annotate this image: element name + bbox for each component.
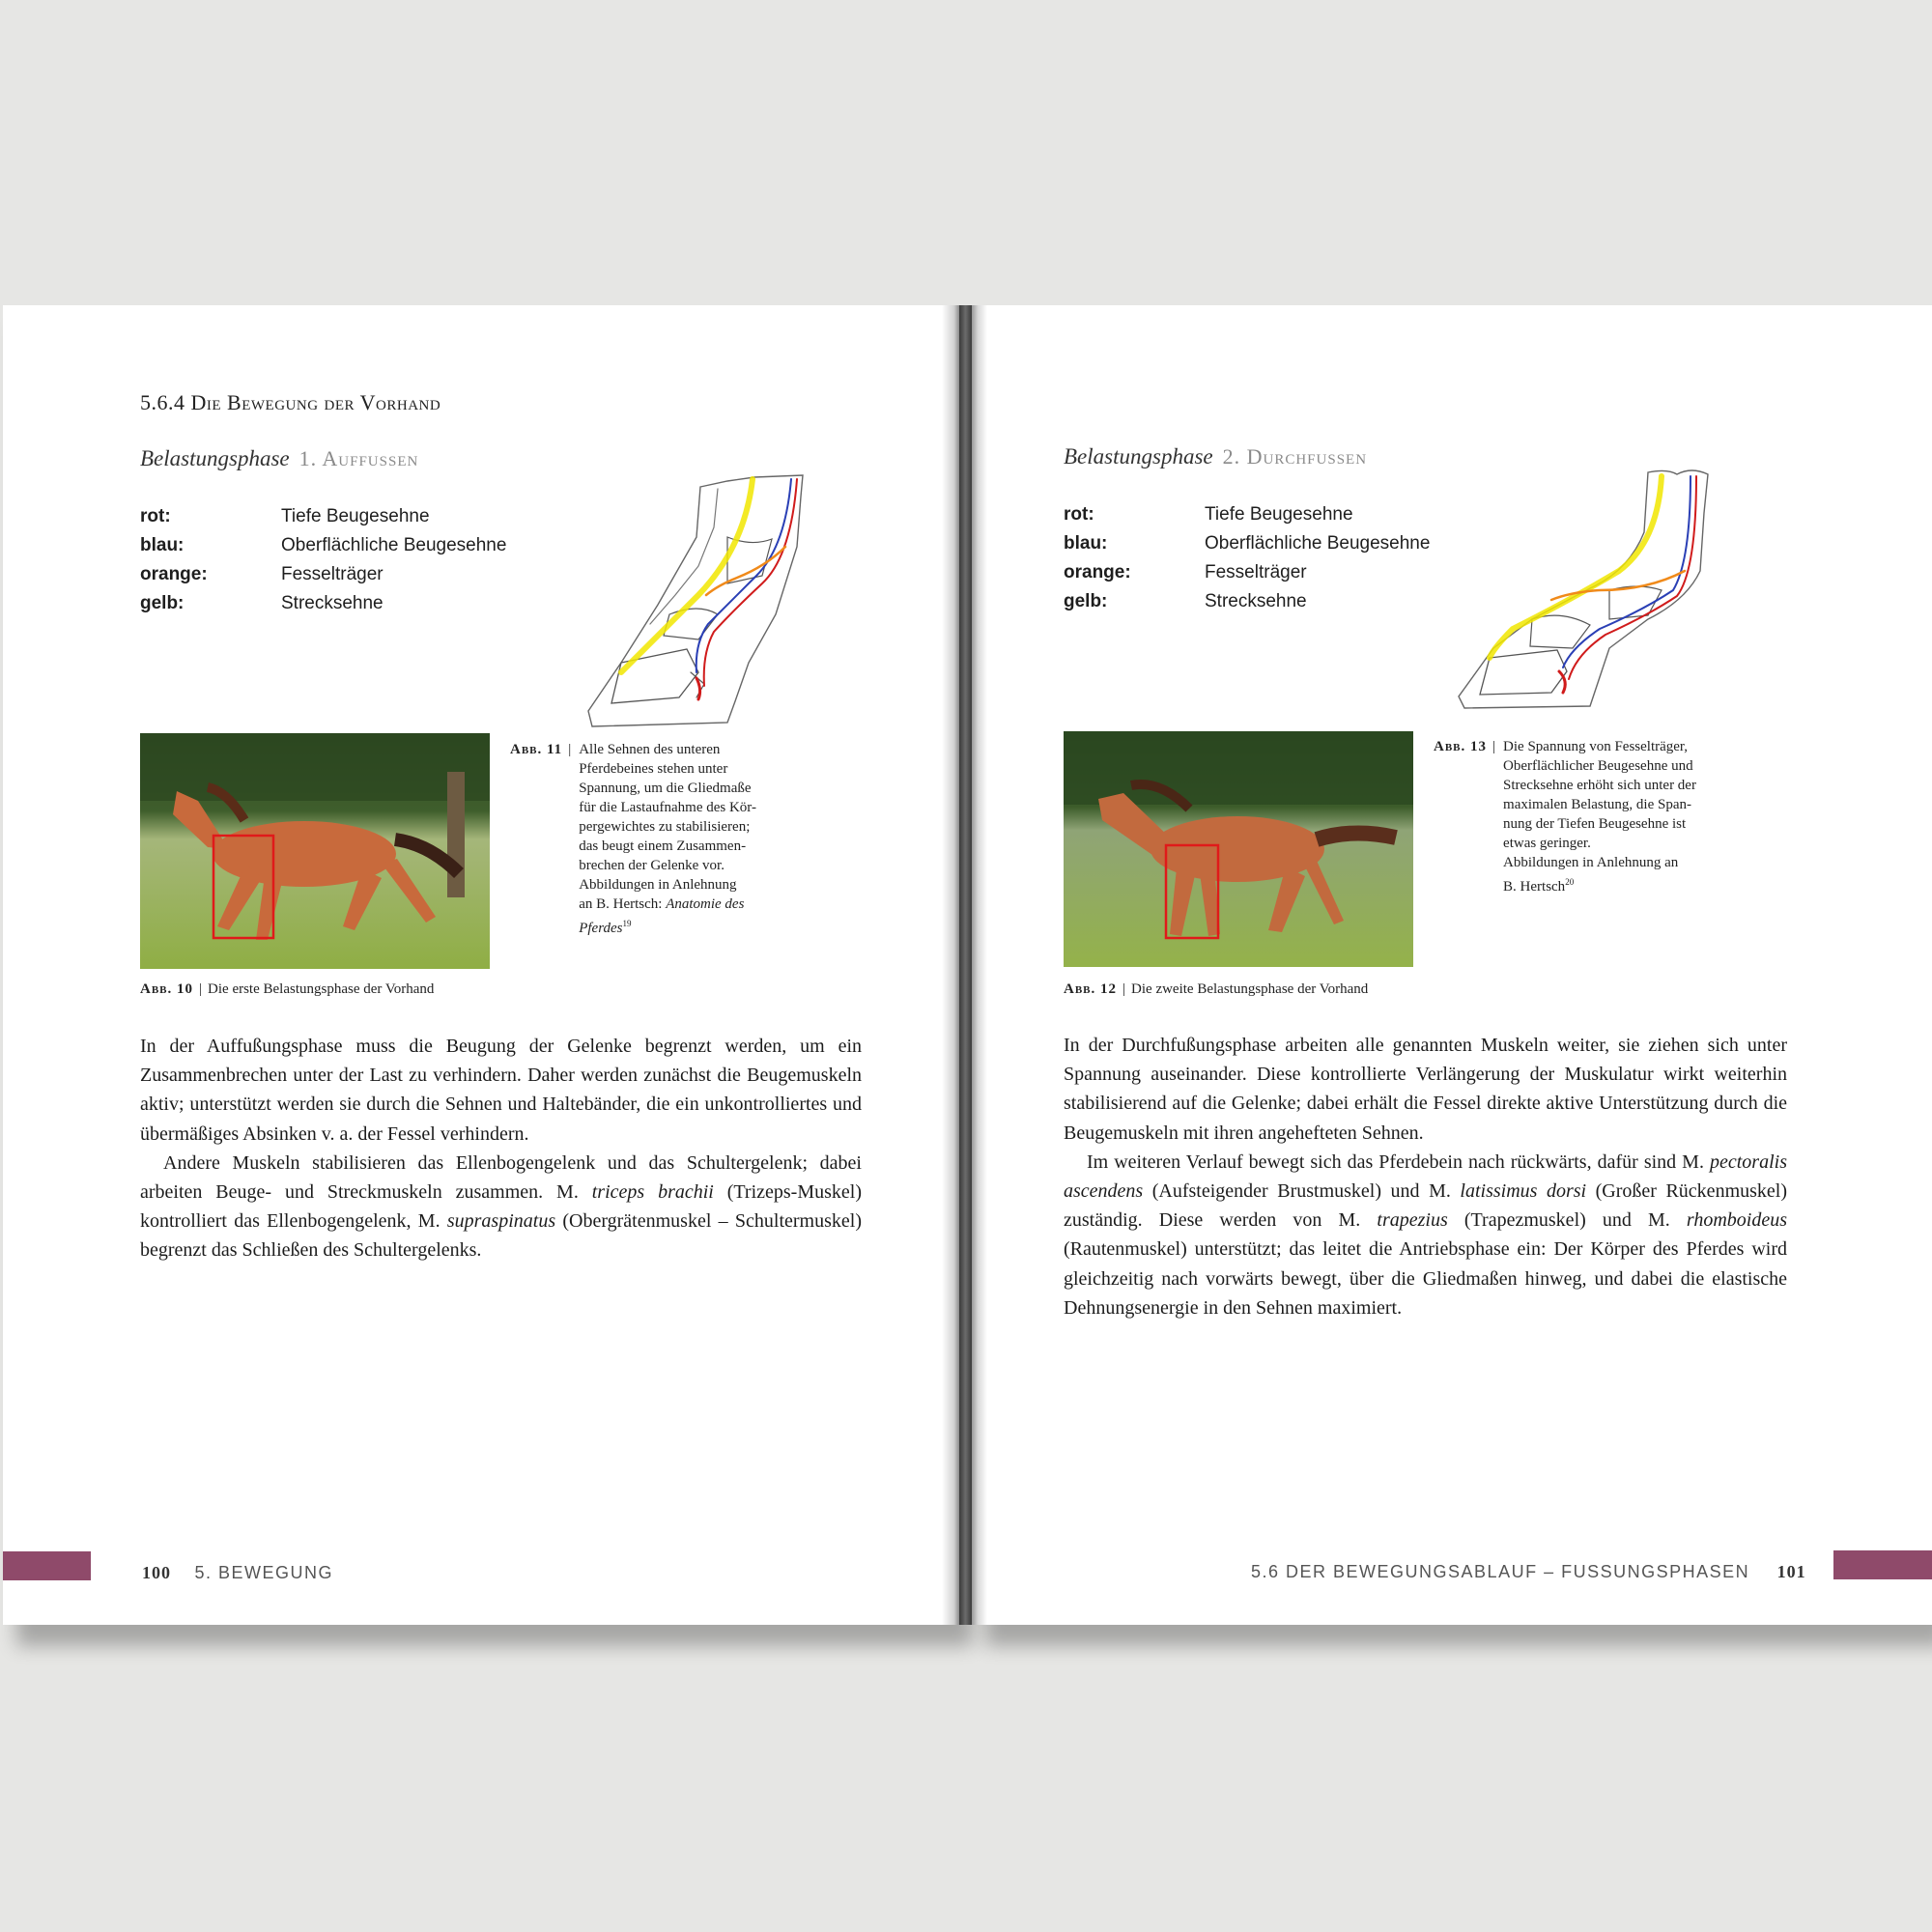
legend-key: rot: — [140, 506, 171, 526]
phase-step: 2. Durchfussen — [1222, 444, 1368, 469]
caption-line: etwas geringer. — [1503, 836, 1591, 851]
legend-row — [140, 593, 506, 622]
hoof-tendon-diagram — [582, 469, 814, 730]
legend-key: orange: — [1064, 562, 1131, 582]
legend-value: Fesselträger — [281, 564, 384, 584]
figure-label: Abb. 12 — [1064, 981, 1118, 997]
body-text — [1064, 1031, 1787, 1322]
caption-line: Die Spannung von Fesselträger, — [1503, 739, 1689, 754]
legend-row — [1064, 533, 1430, 562]
legend-value: Fesselträger — [1205, 562, 1307, 582]
text-run: Andere Muskeln stabilisieren das Ellenbogengelenk und das Schultergelenk; dabei arbeiten Beuge- und Streckmuskeln zusammen. M. — [140, 1151, 862, 1204]
latin-term: triceps brachii — [591, 1181, 714, 1204]
figure-label: Abb. 13 — [1434, 739, 1488, 754]
running-footer: 5. BEWEGUNG — [194, 1563, 334, 1582]
chapter-tab — [3, 1551, 91, 1580]
legend-key: gelb: — [140, 593, 185, 613]
legend-row — [1064, 591, 1430, 620]
caption-line — [579, 914, 756, 938]
caption-line: maximalen Belastung, die Span- — [1503, 797, 1691, 812]
phase-heading — [140, 446, 418, 471]
latin-term: trapezius — [1377, 1209, 1448, 1232]
footnote-ref: 19 — [622, 919, 632, 928]
page-number: 100 — [142, 1563, 171, 1582]
book-spine — [959, 305, 972, 1625]
section-title-text: 5.6.4 Die Bewegung der Vorhand — [140, 390, 441, 414]
phase-heading — [1064, 444, 1367, 469]
legend-value: Strecksehne — [1205, 591, 1307, 611]
figure-label: Abb. 11 — [510, 742, 563, 757]
legend-key: blau: — [140, 535, 185, 555]
paragraph: In der Auffußungsphase muss die Beugung der Gelenke begrenzt werden, um ein Zusammenbrechen unter der Last zu verhindern. Daher werden zunächst die Beugemuskeln aktiv; unterstützt werden sie durch die Sehnen und Haltebänder, die ein unkontrolliertes und übermäßiges Absinken v. a. der Fessel verhindern. — [140, 1036, 862, 1145]
caption-line: das beugt einem Zusammen- — [579, 838, 747, 854]
gutter-shadow — [942, 305, 959, 1625]
section-title — [140, 390, 440, 415]
caption-text — [579, 740, 756, 938]
legend-row — [140, 506, 506, 535]
caption-text — [1503, 737, 1696, 896]
legend-key: blau: — [1064, 533, 1108, 554]
text-run: Im weiteren Verlauf bewegt sich das Pferdebein nach rückwärts, dafür sind M. — [1087, 1151, 1710, 1173]
hoof-tendon-diagram — [1455, 465, 1725, 725]
tendon-legend — [1064, 504, 1430, 620]
legend-value: Tiefe Beugesehne — [281, 506, 430, 526]
right-page — [972, 305, 1932, 1625]
caption-line: pergewichtes zu stabilisieren; — [579, 819, 751, 835]
footnote-ref: 20 — [1565, 877, 1575, 887]
figure-label: Abb. 10 — [140, 981, 194, 997]
legend-value: Strecksehne — [281, 593, 384, 613]
legend-value: Oberflächliche Beugesehne — [1205, 533, 1431, 554]
latin-term: rhomboideus — [1686, 1209, 1788, 1232]
text-run: (Rautenmuskel) unterstützt; das leitet die Antriebsphase ein: Der Körper des Pferdes wird gleichzeitig nach vorwärts bewegt, über die Gliedmaßen hinweg, und dabei die elastische Dehnungsenergie in den Sehnen maximiert. — [1064, 1238, 1787, 1319]
phase-label: Belastungsphase — [140, 446, 290, 470]
text-run: (Obergrätenmuskel – Schultermuskel) begrenzt das Schließen des Schultergelenks. — [140, 1210, 862, 1262]
text-run: (Großer Rückenmuskel) zuständig. Diese werden von M. — [1064, 1180, 1787, 1232]
horse-photo — [140, 733, 490, 969]
running-footer: 5.6 DER BEWEGUNGSABLAUF – FUSSUNGSPHASEN — [1251, 1562, 1750, 1581]
caption-fragment: an B. Hertsch: — [579, 896, 667, 912]
legend-row — [140, 535, 506, 564]
paragraph — [140, 1149, 862, 1265]
latin-term: latissimus dorsi — [1460, 1180, 1587, 1203]
caption-text: Die zweite Belastungsphase der Vorhand — [1131, 981, 1369, 997]
legend-key: gelb: — [1064, 591, 1108, 611]
caption-line: Pferdebeines stehen unter — [579, 761, 728, 777]
caption-separator: | — [1122, 981, 1126, 997]
legend-row — [140, 564, 506, 593]
chapter-tab — [1833, 1550, 1932, 1579]
figure-caption-under — [140, 981, 434, 998]
caption-line: Abbildungen in Anlehnung an — [1503, 855, 1679, 870]
legend-key: orange: — [140, 564, 208, 584]
legend-key: rot: — [1064, 504, 1094, 525]
caption-line: für die Lastaufnahme des Kör- — [579, 800, 756, 815]
text-run: (Aufsteigender Brustmuskel) und M. — [1143, 1180, 1461, 1203]
horse-photo — [1064, 731, 1413, 967]
latin-term: supraspinatus — [446, 1210, 556, 1233]
paragraph: In der Durchfußungsphase arbeiten alle genannten Muskeln weiter, sie ziehen sich unter Spannung auseinander. Diese kontrollierte Verlängerung der Muskulatur wirkt weiterhin stabilisierend auf die Gelenke; dabei erhält die Fessel direkte aktive Unterstützung durch die Beugemuskeln mit ihren angehefteten Sehnen. — [1064, 1035, 1787, 1144]
caption-line: Spannung, um die Gliedmaße — [579, 781, 752, 796]
legend-row — [1064, 504, 1430, 533]
figure-caption-side — [1434, 737, 1696, 896]
caption-line: Strecksehne erhöht sich unter der — [1503, 778, 1696, 793]
paragraph — [1064, 1148, 1787, 1322]
caption-italic: Pferdes — [579, 921, 623, 936]
caption-line: nung der Tiefen Beugesehne ist — [1503, 816, 1687, 832]
caption-line: Alle Sehnen des unteren — [579, 742, 721, 757]
left-page — [3, 305, 959, 1625]
caption-italic: Anatomie des — [666, 896, 745, 912]
caption-fragment: B. Hertsch — [1503, 879, 1566, 895]
caption-separator: | — [568, 742, 572, 757]
legend-value: Tiefe Beugesehne — [1205, 504, 1353, 525]
figure-caption-side — [510, 740, 756, 938]
caption-separator: | — [199, 981, 203, 997]
text-run: (Trizeps-Muskel) kontrolliert das Ellenbogengelenk, M. — [140, 1181, 862, 1233]
tendon-legend — [140, 506, 506, 622]
caption-line: Abbildungen in Anlehnung — [579, 877, 737, 893]
page-footer — [142, 1563, 333, 1583]
legend-row — [1064, 562, 1430, 591]
caption-line: brechen der Gelenke vor. — [579, 858, 724, 873]
caption-line — [579, 895, 756, 914]
text-run: (Trapezmuskel) und M. — [1447, 1209, 1687, 1232]
body-text — [140, 1032, 862, 1265]
legend-value: Oberflächliche Beugesehne — [281, 535, 507, 555]
caption-text: Die erste Belastungsphase der Vorhand — [208, 981, 435, 997]
caption-separator: | — [1492, 739, 1496, 754]
phase-step: 1. Auffussen — [298, 446, 419, 470]
caption-line: Oberflächlicher Beugesehne und — [1503, 758, 1693, 774]
gutter-shadow — [972, 305, 987, 1625]
page-number: 101 — [1776, 1562, 1806, 1581]
phase-label: Belastungsphase — [1064, 444, 1213, 469]
page-footer — [1251, 1562, 1806, 1582]
latin-term: pectoralis ascendens — [1064, 1151, 1787, 1203]
caption-line — [1503, 872, 1696, 896]
figure-caption-under — [1064, 981, 1368, 998]
